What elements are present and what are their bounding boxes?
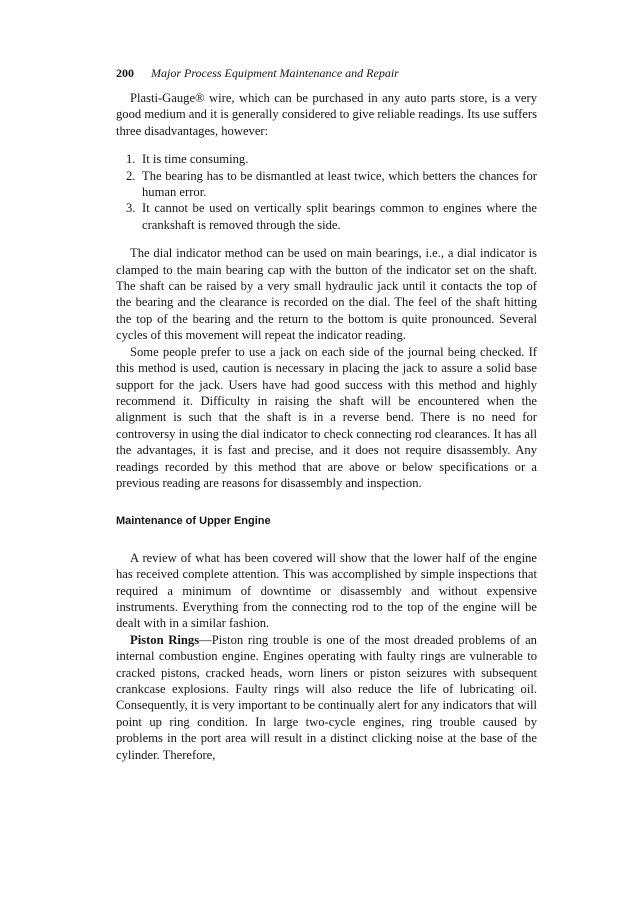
disadvantages-list [116,151,537,233]
list-item-number: 1. [126,152,136,167]
dial-indicator-paragraph: The dial indicator method can be used on main bearings, i.e., a dial indicator is clamped to the main bearing cap with the button of the indicator set on the shaft. The shaft can be raised by a very small hydraulic jack until it contacts the top of the bearing and the clearance is recorded on the dial. The feel of the shaft hitting the top of the bearing and the return to the bottom is quite pronounced. Several cycles of this movement will repeat the indicator reading. [116,246,537,343]
running-head [116,66,399,81]
list-item-number: 3. [126,201,136,216]
intro-paragraph: Plasti-Gauge® wire, which can be purchased in any auto parts store, is a very good medium and it is generally considered to give reliable readings. Its use suffers three disadvantages, however: [116,91,537,138]
list-item-number: 2. [126,168,136,183]
jack-paragraph: Some people prefer to use a jack on each side of the journal being checked. If this method is used, caution is necessary in placing the jack to assure a solid base support for the jack. Users have had good success with this method and highly recommend it. Difficulty in raising the shaft will be encountered when the alignment is such that the shaft is in a reverse bend. There is no need for controversy in using the dial indicator to check connecting rod clearances. It has all the advantages, it is fast and precise, and it does not require disassembly. Any readings recorded by this method that are above or below specifications or a previous reading are reasons for disassembly and inspection. [116,344,537,490]
list-item-text: The bearing has to be dismantled at least twice, which betters the chances for human error. [142,168,537,200]
book-title: Major Process Equipment Maintenance and Repair [151,66,399,80]
page-number: 200 [116,66,134,80]
body-text [116,90,537,763]
piston-rings-text: —Piston ring trouble is one of the most dreaded problems of an internal combustion engine. Engines operating with faulty rings are vulnerable to cracked pistons, cracked heads, worn liners or piston seizures with subsequent crankcase explosions. Faulty rings will also reduce the life of lubricating oil. Consequently, it is very important to be continually alert for any indicators that will point up ring condition. In large two-cycle engines, ring trouble caused by problems in the port area will result in a distinct clicking noise at the base of the cylinder. Therefore, [116,632,537,762]
list-item [116,168,537,201]
piston-rings-paragraph [116,632,537,763]
section-heading: Maintenance of Upper Engine [116,515,271,528]
list-item [116,200,537,233]
list-item-text: It cannot be used on vertically split bearings common to engines where the crankshaft is removed through the side. [142,201,537,232]
list-item-text: It is time consuming. [142,152,249,167]
review-paragraph: A review of what has been covered will show that the lower half of the engine has received complete attention. This was accomplished by simple inspections that required a minimum of downtime or disassembly and without expensive instruments. Everything from the connecting rod to the top of the engine will be dealt with in a similar fashion. [116,550,537,631]
list-item [116,151,537,167]
piston-rings-heading: Piston Rings [130,632,200,647]
